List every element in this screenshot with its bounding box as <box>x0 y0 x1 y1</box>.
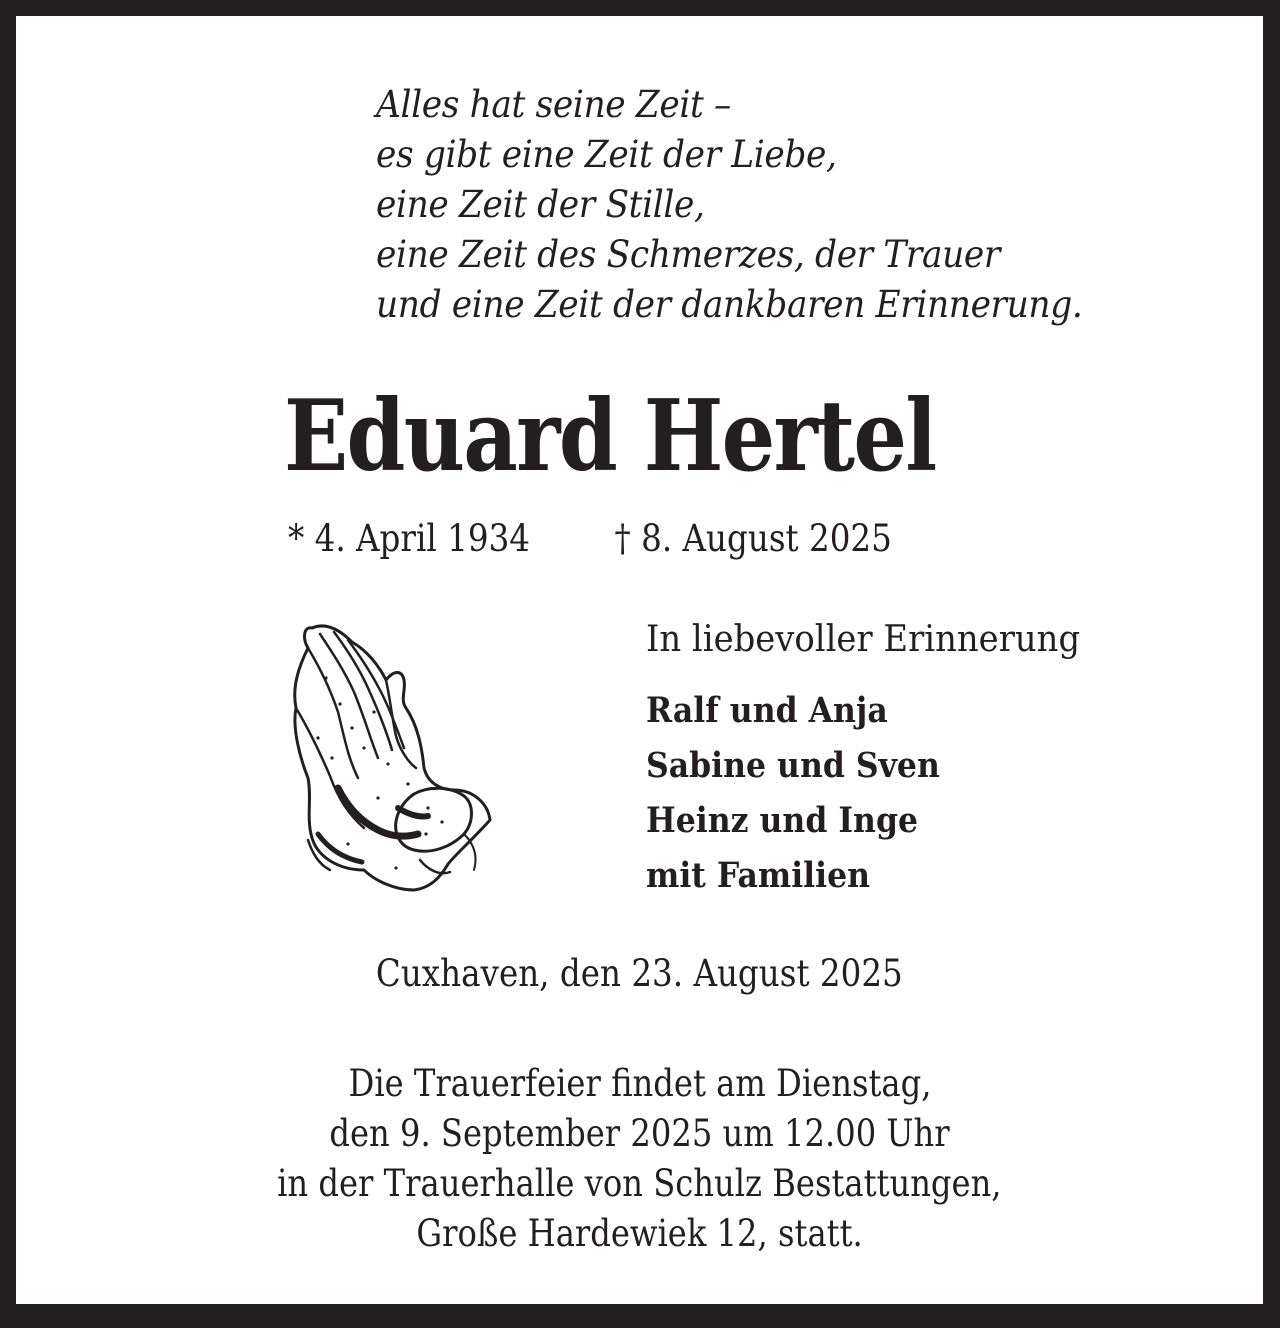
praying-hands-icon <box>278 608 500 898</box>
poem-line: es gibt eine Zeit der Liebe, <box>376 133 837 176</box>
mourners-list <box>646 683 940 903</box>
mourner-line: Sabine und Sven <box>646 745 940 786</box>
poem-line: Alles hat seine Zeit – <box>376 83 731 126</box>
funeral-line: Große Hardewiek 12, statt. <box>416 1212 863 1255</box>
poem-line: eine Zeit der Stille, <box>376 183 705 226</box>
memory-intro: In liebevoller Erinnerung <box>646 619 1081 660</box>
mourner-line: Heinz und Inge <box>646 800 919 841</box>
poem <box>376 80 1082 330</box>
birth-date: * 4. April 1934 <box>288 517 531 560</box>
place-date-text: Cuxhaven, den 23. August 2025 <box>376 952 903 995</box>
poem-line: eine Zeit des Schmerzes, der Trauer <box>376 233 1000 276</box>
poem-line: und eine Zeit der dankbaren Erinnerung. <box>376 283 1083 326</box>
death-date: † 8. August 2025 <box>614 517 892 560</box>
life-dates <box>288 516 892 562</box>
deceased-name: Eduard Hertel <box>284 379 936 494</box>
funeral-info <box>16 1059 1263 1259</box>
funeral-line: in der Trauerhalle von Schulz Bestattungen, <box>277 1162 1002 1205</box>
obituary-notice <box>16 16 1263 1304</box>
place-date <box>16 950 1263 998</box>
mourner-line: Ralf und Anja <box>646 690 888 731</box>
funeral-line: Die Trauerfeier findet am Dienstag, <box>348 1062 931 1105</box>
funeral-line: den 9. September 2025 um 12.00 Uhr <box>329 1112 950 1155</box>
mourner-line: mit Familien <box>646 855 871 896</box>
